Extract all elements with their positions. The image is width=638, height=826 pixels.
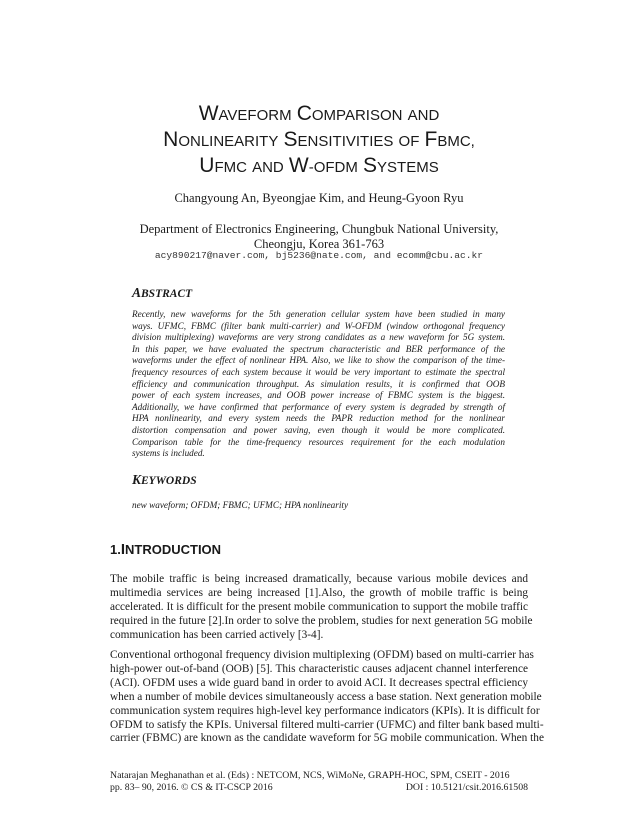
paragraph-line: accelerated. It is difficult for the present mobile communication to support the mobile traffic [110,600,528,613]
abstract-heading-rest: BSTRACT [141,288,193,300]
abstract-line: Comparison table for the time-frequency resources requirement for the each modulation [132,436,505,447]
affiliation-line-2: Cheongju, Korea 361-763 [253,237,385,251]
footer-proceedings: Natarajan Meghanathan et al. (Eds) : NETCOM, NCS, WiMoNe, GRAPH-HOC, SPM, CSEIT - 2016 [110,770,510,781]
paragraph-line: when a number of mobile devices simultaneously access a base station. Next generation mobile [110,690,542,703]
abstract-line: ways. UFMC, FBMC (filter bank multi-carrier) and W-OFDM (window orthogonal frequency [132,320,505,331]
affiliation [120,222,518,252]
paragraph-line: OFDM to satisfy the KPIs. Universal filtered multi-carrier (UFMC) and filter bank based multi- [110,718,544,731]
intro-paragraph-2 [110,649,544,746]
footer-doi: DOI : 10.5121/csit.2016.61508 [405,782,528,793]
title-line-3: UFMC AND W-OFDM SYSTEMS [199,154,439,177]
abstract-line: waveforms under the effect of nonlinear HPA. Also, we like to show the comparison of the time- [132,355,505,366]
section-heading-introduction [110,541,221,558]
abstract-line: power of each system increases, and OOB power increase of FBMC system is the biggest. [132,390,505,401]
abstract-line: division multiplexing) waveforms are very strong candidates as a new waveform for 5G system. [132,332,505,343]
abstract-heading-initial: A [132,285,142,300]
paragraph-line: required in the future [2].In order to solve the problem, studies for next generation 5G mobile [110,614,533,627]
abstract-line: distortion compensation and power saving, even though it would be more complicated. [132,424,505,435]
abstract-text [132,309,505,460]
section-heading-initial: I [120,541,126,558]
keywords-text: new waveform; OFDM; FBMC; UFMC; HPA nonlinearity [132,500,349,510]
footer-pages: pp. 83– 90, 2016. © CS & IT-CSCP 2016 [110,782,273,793]
abstract-line: Recently, new waveforms for the 5th generation cellular system have been studied in many [132,309,505,319]
keywords-heading-initial: K [132,472,142,487]
paragraph-line: The mobile traffic is being increased dramatically, because various mobile devices and [110,573,528,585]
abstract-line: efficiency and communication throughput. As simulation results, it is confirmed that OOB [132,378,505,389]
author-list: Changyoung An, Byeongjae Kim, and Heung-Gyoon Ryu [174,191,464,205]
paragraph-line: communication has been carried actively [3-4]. [110,628,324,641]
footer-citation-row [110,782,528,794]
paragraph-line: multimedia services are being increased [1].Also, the growth of mobile traffic is being [110,586,528,599]
title-line-2: NONLINEARITY SENSITIVITIES OF FBMC, [163,128,475,151]
author-emails: acy890217@naver.com, bj5236@nate.com, and ecomm@cbu.ac.kr [154,250,484,261]
intro-paragraph-1 [110,573,533,643]
keywords-heading-rest: EYWORDS [141,475,197,487]
keywords-heading [132,472,197,488]
paragraph-line: communication system requires high-level key performance indicators (KPIs). It is difficult for [110,704,540,717]
paragraph-line: Conventional orthogonal frequency division multiplexing (OFDM) based on multi-carrier has [110,649,534,661]
affiliation-line-1: Department of Electronics Engineering, Chungbuk National University, [139,222,499,236]
title-line-1: WAVEFORM COMPARISON AND [198,102,440,125]
section-heading-rest: NTRODUCTION [125,542,222,557]
abstract-heading [132,285,192,301]
paragraph-line: (ACI). OFDM uses a wide guard band in order to avoid ACI. It decreases spectral efficiency [110,676,528,689]
page-footer [110,770,528,794]
abstract-line: systems is included. [132,448,205,459]
paragraph-line: carrier (FBMC) are known as the candidate waveform for 5G mobile communication. When the [110,732,544,745]
abstract-line: Additionally, we have confirmed that performance of every system is degraded by strength of [132,401,505,412]
abstract-line: frequency resources of each system because it would be very important to estimate the spectral [132,366,505,377]
paper-title [100,102,538,180]
section-number: 1. [110,542,121,557]
abstract-line: In this paper, we have evaluated the spectrum characteristic and BER performance of the [132,343,505,354]
abstract-line: HPA nonlinearity, and every system needs the PAPR reduction method for the nonlinear [132,413,505,424]
paragraph-line: high-power out-of-band (OOB) [5]. This characteristic causes adjacent channel interference [110,662,528,675]
